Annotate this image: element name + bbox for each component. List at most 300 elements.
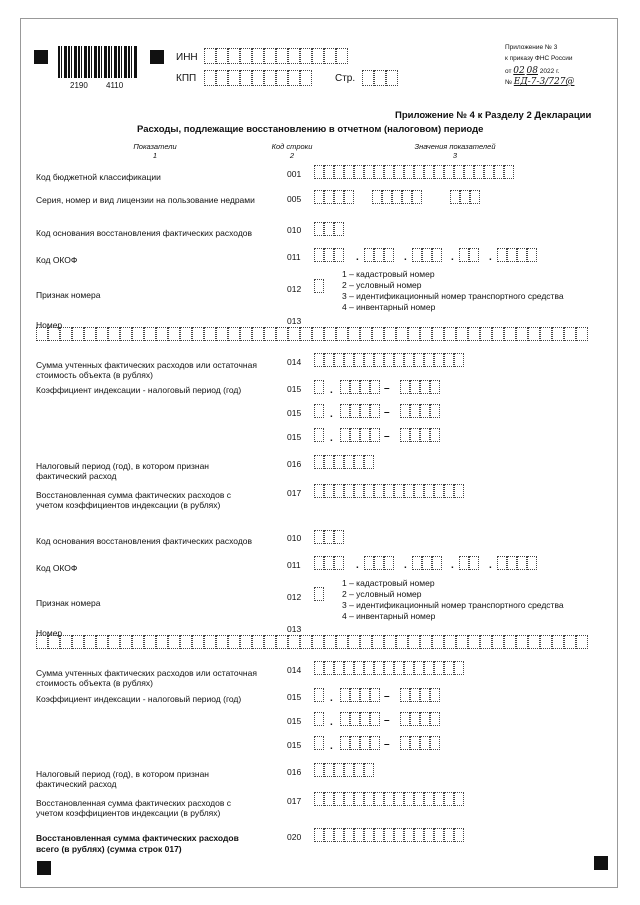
number-cell[interactable]	[276, 327, 288, 341]
okof-cell[interactable]	[497, 248, 507, 262]
coef-year-cell[interactable]	[400, 736, 410, 750]
basis-code-cell[interactable]	[334, 530, 344, 544]
period-year-cell[interactable]	[324, 763, 334, 777]
coef-int-cell[interactable]	[314, 404, 324, 418]
coef-frac-cell[interactable]	[350, 404, 360, 418]
kbk-cell[interactable]	[444, 165, 454, 179]
sum-accounted-cell[interactable]	[374, 353, 384, 367]
sum-accounted-cell[interactable]	[354, 353, 364, 367]
license-cell[interactable]	[392, 190, 402, 204]
coef-year-cell[interactable]	[420, 380, 430, 394]
restored-sum-cell[interactable]	[394, 484, 404, 498]
restored-sum-cell[interactable]	[444, 484, 454, 498]
period-year-cell[interactable]	[354, 763, 364, 777]
restored-sum-cell[interactable]	[344, 484, 354, 498]
total-restored-cell[interactable]	[414, 828, 424, 842]
okof-cell[interactable]	[507, 248, 517, 262]
restored-sum-cell[interactable]	[334, 484, 344, 498]
sum-accounted-cell[interactable]	[394, 661, 404, 675]
number-cell[interactable]	[252, 327, 264, 341]
total-restored-cell[interactable]	[434, 828, 444, 842]
number-cell[interactable]	[36, 635, 48, 649]
period-year-cell[interactable]	[364, 455, 374, 469]
sum-accounted-cell[interactable]	[364, 353, 374, 367]
number-cell[interactable]	[468, 635, 480, 649]
sum-accounted-cell[interactable]	[374, 661, 384, 675]
coef-frac-cell[interactable]	[360, 380, 370, 394]
coef-year-cell[interactable]	[400, 712, 410, 726]
inn-cell[interactable]	[204, 48, 216, 64]
number-cell[interactable]	[528, 635, 540, 649]
okof-cell[interactable]	[374, 248, 384, 262]
restored-sum-cell[interactable]	[434, 792, 444, 806]
license-cell[interactable]	[412, 190, 422, 204]
sum-accounted-cell[interactable]	[344, 353, 354, 367]
sum-accounted-cell[interactable]	[414, 661, 424, 675]
period-year-cell[interactable]	[324, 455, 334, 469]
sum-accounted-cell[interactable]	[364, 661, 374, 675]
sum-accounted-cell[interactable]	[424, 661, 434, 675]
number-cell[interactable]	[84, 327, 96, 341]
inn-cell[interactable]	[240, 48, 252, 64]
sum-accounted-cell[interactable]	[334, 353, 344, 367]
coef-frac-cell[interactable]	[340, 736, 350, 750]
okof-cell[interactable]	[469, 248, 479, 262]
number-cell[interactable]	[564, 635, 576, 649]
number-cell[interactable]	[180, 327, 192, 341]
okof-cell[interactable]	[374, 556, 384, 570]
number-cell[interactable]	[336, 635, 348, 649]
coef-frac-cell[interactable]	[350, 380, 360, 394]
coef-year-cell[interactable]	[430, 404, 440, 418]
restored-sum-cell[interactable]	[384, 484, 394, 498]
kbk-cell[interactable]	[324, 165, 334, 179]
okof-cell[interactable]	[432, 248, 442, 262]
sum-accounted-cell[interactable]	[454, 353, 464, 367]
coef-year-cell[interactable]	[420, 712, 430, 726]
number-cell[interactable]	[540, 635, 552, 649]
number-cell[interactable]	[372, 327, 384, 341]
page-number-cell[interactable]	[374, 70, 386, 86]
sum-accounted-cell[interactable]	[354, 661, 364, 675]
kpp-cell[interactable]	[228, 70, 240, 86]
number-cell[interactable]	[276, 635, 288, 649]
total-restored-cell[interactable]	[374, 828, 384, 842]
restored-sum-cell[interactable]	[354, 484, 364, 498]
coef-frac-cell[interactable]	[370, 688, 380, 702]
okof-cell[interactable]	[459, 248, 469, 262]
number-cell[interactable]	[252, 635, 264, 649]
number-cell[interactable]	[360, 635, 372, 649]
restored-sum-cell[interactable]	[444, 792, 454, 806]
number-cell[interactable]	[468, 327, 480, 341]
coef-int-cell[interactable]	[314, 688, 324, 702]
number-cell[interactable]	[168, 635, 180, 649]
okof-cell[interactable]	[314, 248, 324, 262]
license-cell[interactable]	[314, 190, 324, 204]
restored-sum-cell[interactable]	[384, 792, 394, 806]
restored-sum-cell[interactable]	[394, 792, 404, 806]
number-cell[interactable]	[204, 635, 216, 649]
number-cell[interactable]	[48, 635, 60, 649]
coef-year-cell[interactable]	[410, 688, 420, 702]
total-restored-cell[interactable]	[394, 828, 404, 842]
number-cell[interactable]	[96, 327, 108, 341]
number-cell[interactable]	[540, 327, 552, 341]
number-cell[interactable]	[348, 635, 360, 649]
basis-code-cell[interactable]	[314, 530, 324, 544]
number-cell[interactable]	[528, 327, 540, 341]
number-cell[interactable]	[432, 635, 444, 649]
number-cell[interactable]	[300, 327, 312, 341]
number-cell[interactable]	[552, 635, 564, 649]
number-cell[interactable]	[456, 327, 468, 341]
coef-int-cell[interactable]	[314, 736, 324, 750]
number-cell[interactable]	[360, 327, 372, 341]
number-cell[interactable]	[444, 635, 456, 649]
coef-frac-cell[interactable]	[370, 736, 380, 750]
number-cell[interactable]	[288, 635, 300, 649]
period-year-cell[interactable]	[344, 763, 354, 777]
restored-sum-cell[interactable]	[454, 484, 464, 498]
total-restored-cell[interactable]	[344, 828, 354, 842]
kpp-cell[interactable]	[276, 70, 288, 86]
kbk-cell[interactable]	[334, 165, 344, 179]
page-number-cell[interactable]	[386, 70, 398, 86]
number-cell[interactable]	[492, 327, 504, 341]
okof-cell[interactable]	[422, 556, 432, 570]
okof-cell[interactable]	[432, 556, 442, 570]
number-cell[interactable]	[180, 635, 192, 649]
number-cell[interactable]	[120, 327, 132, 341]
number-cell[interactable]	[372, 635, 384, 649]
number-cell[interactable]	[336, 327, 348, 341]
coef-frac-cell[interactable]	[340, 688, 350, 702]
okof-cell[interactable]	[384, 248, 394, 262]
number-cell[interactable]	[108, 635, 120, 649]
kbk-cell[interactable]	[394, 165, 404, 179]
license-cell[interactable]	[382, 190, 392, 204]
period-year-cell[interactable]	[314, 455, 324, 469]
coef-year-cell[interactable]	[400, 404, 410, 418]
total-restored-cell[interactable]	[324, 828, 334, 842]
sum-accounted-cell[interactable]	[444, 353, 454, 367]
sum-accounted-cell[interactable]	[434, 661, 444, 675]
number-cell[interactable]	[504, 327, 516, 341]
license-cell[interactable]	[460, 190, 470, 204]
sum-accounted-cell[interactable]	[334, 661, 344, 675]
license-cell[interactable]	[402, 190, 412, 204]
kpp-cell[interactable]	[288, 70, 300, 86]
kbk-cell[interactable]	[434, 165, 444, 179]
restored-sum-cell[interactable]	[314, 484, 324, 498]
number-cell[interactable]	[288, 327, 300, 341]
number-cell[interactable]	[72, 327, 84, 341]
kbk-cell[interactable]	[364, 165, 374, 179]
kpp-cell[interactable]	[264, 70, 276, 86]
okof-cell[interactable]	[517, 556, 527, 570]
period-year-cell[interactable]	[354, 455, 364, 469]
inn-cell[interactable]	[336, 48, 348, 64]
number-cell[interactable]	[144, 327, 156, 341]
number-cell[interactable]	[72, 635, 84, 649]
okof-cell[interactable]	[364, 248, 374, 262]
sum-accounted-cell[interactable]	[424, 353, 434, 367]
number-cell[interactable]	[396, 327, 408, 341]
coef-year-cell[interactable]	[400, 380, 410, 394]
coef-year-cell[interactable]	[430, 688, 440, 702]
number-cell[interactable]	[132, 635, 144, 649]
coef-frac-cell[interactable]	[360, 404, 370, 418]
coef-year-cell[interactable]	[410, 712, 420, 726]
coef-frac-cell[interactable]	[360, 428, 370, 442]
number-cell[interactable]	[384, 327, 396, 341]
number-cell[interactable]	[324, 635, 336, 649]
restored-sum-cell[interactable]	[354, 792, 364, 806]
inn-cell[interactable]	[324, 48, 336, 64]
total-restored-cell[interactable]	[384, 828, 394, 842]
coef-year-cell[interactable]	[420, 404, 430, 418]
coef-year-cell[interactable]	[400, 688, 410, 702]
restored-sum-cell[interactable]	[314, 792, 324, 806]
number-cell[interactable]	[264, 635, 276, 649]
license-cell[interactable]	[344, 190, 354, 204]
total-restored-cell[interactable]	[444, 828, 454, 842]
okof-cell[interactable]	[334, 248, 344, 262]
kbk-cell[interactable]	[424, 165, 434, 179]
sum-accounted-cell[interactable]	[414, 353, 424, 367]
number-cell[interactable]	[120, 635, 132, 649]
sum-accounted-cell[interactable]	[314, 661, 324, 675]
number-cell[interactable]	[456, 635, 468, 649]
restored-sum-cell[interactable]	[424, 792, 434, 806]
inn-cell[interactable]	[216, 48, 228, 64]
number-cell[interactable]	[420, 327, 432, 341]
restored-sum-cell[interactable]	[374, 792, 384, 806]
kbk-cell[interactable]	[404, 165, 414, 179]
number-cell[interactable]	[444, 327, 456, 341]
total-restored-cell[interactable]	[424, 828, 434, 842]
restored-sum-cell[interactable]	[454, 792, 464, 806]
coef-int-cell[interactable]	[314, 380, 324, 394]
sum-accounted-cell[interactable]	[384, 353, 394, 367]
inn-cell[interactable]	[288, 48, 300, 64]
coef-frac-cell[interactable]	[370, 380, 380, 394]
coef-frac-cell[interactable]	[340, 380, 350, 394]
number-cell[interactable]	[36, 327, 48, 341]
number-cell[interactable]	[492, 635, 504, 649]
inn-cell[interactable]	[264, 48, 276, 64]
kpp-cell[interactable]	[300, 70, 312, 86]
page-number-cell[interactable]	[362, 70, 374, 86]
sum-accounted-cell[interactable]	[384, 661, 394, 675]
sum-accounted-cell[interactable]	[344, 661, 354, 675]
number-cell[interactable]	[408, 635, 420, 649]
kpp-cell[interactable]	[204, 70, 216, 86]
sum-accounted-cell[interactable]	[324, 353, 334, 367]
coef-year-cell[interactable]	[410, 736, 420, 750]
number-cell[interactable]	[480, 327, 492, 341]
number-cell[interactable]	[228, 635, 240, 649]
restored-sum-cell[interactable]	[334, 792, 344, 806]
license-cell[interactable]	[324, 190, 334, 204]
license-cell[interactable]	[334, 190, 344, 204]
number-type-cell[interactable]	[314, 279, 324, 293]
number-cell[interactable]	[420, 635, 432, 649]
coef-year-cell[interactable]	[430, 380, 440, 394]
total-restored-cell[interactable]	[404, 828, 414, 842]
restored-sum-cell[interactable]	[424, 484, 434, 498]
number-cell[interactable]	[144, 635, 156, 649]
number-cell[interactable]	[504, 635, 516, 649]
total-restored-cell[interactable]	[454, 828, 464, 842]
kbk-cell[interactable]	[374, 165, 384, 179]
number-cell[interactable]	[60, 327, 72, 341]
okof-cell[interactable]	[527, 248, 537, 262]
okof-cell[interactable]	[459, 556, 469, 570]
basis-code-cell[interactable]	[334, 222, 344, 236]
period-year-cell[interactable]	[334, 455, 344, 469]
kbk-cell[interactable]	[464, 165, 474, 179]
number-cell[interactable]	[564, 327, 576, 341]
basis-code-cell[interactable]	[324, 530, 334, 544]
sum-accounted-cell[interactable]	[404, 661, 414, 675]
kbk-cell[interactable]	[384, 165, 394, 179]
coef-year-cell[interactable]	[420, 736, 430, 750]
inn-cell[interactable]	[228, 48, 240, 64]
number-cell[interactable]	[516, 635, 528, 649]
total-restored-cell[interactable]	[314, 828, 324, 842]
restored-sum-cell[interactable]	[364, 484, 374, 498]
okof-cell[interactable]	[469, 556, 479, 570]
sum-accounted-cell[interactable]	[454, 661, 464, 675]
inn-cell[interactable]	[276, 48, 288, 64]
coef-frac-cell[interactable]	[350, 736, 360, 750]
coef-year-cell[interactable]	[430, 736, 440, 750]
number-cell[interactable]	[576, 327, 588, 341]
restored-sum-cell[interactable]	[414, 792, 424, 806]
basis-code-cell[interactable]	[324, 222, 334, 236]
coef-frac-cell[interactable]	[360, 688, 370, 702]
okof-cell[interactable]	[384, 556, 394, 570]
number-cell[interactable]	[516, 327, 528, 341]
restored-sum-cell[interactable]	[404, 792, 414, 806]
okof-cell[interactable]	[412, 556, 422, 570]
restored-sum-cell[interactable]	[324, 792, 334, 806]
coef-frac-cell[interactable]	[340, 428, 350, 442]
sum-accounted-cell[interactable]	[444, 661, 454, 675]
restored-sum-cell[interactable]	[374, 484, 384, 498]
number-cell[interactable]	[264, 327, 276, 341]
number-cell[interactable]	[300, 635, 312, 649]
number-cell[interactable]	[240, 635, 252, 649]
okof-cell[interactable]	[364, 556, 374, 570]
period-year-cell[interactable]	[334, 763, 344, 777]
okof-cell[interactable]	[324, 248, 334, 262]
restored-sum-cell[interactable]	[324, 484, 334, 498]
kbk-cell[interactable]	[494, 165, 504, 179]
number-cell[interactable]	[108, 327, 120, 341]
coef-year-cell[interactable]	[410, 380, 420, 394]
restored-sum-cell[interactable]	[364, 792, 374, 806]
license-cell[interactable]	[372, 190, 382, 204]
restored-sum-cell[interactable]	[414, 484, 424, 498]
number-cell[interactable]	[324, 327, 336, 341]
restored-sum-cell[interactable]	[434, 484, 444, 498]
restored-sum-cell[interactable]	[404, 484, 414, 498]
sum-accounted-cell[interactable]	[394, 353, 404, 367]
coef-frac-cell[interactable]	[340, 404, 350, 418]
number-cell[interactable]	[60, 635, 72, 649]
sum-accounted-cell[interactable]	[314, 353, 324, 367]
kbk-cell[interactable]	[484, 165, 494, 179]
kbk-cell[interactable]	[354, 165, 364, 179]
kbk-cell[interactable]	[344, 165, 354, 179]
number-cell[interactable]	[576, 635, 588, 649]
period-year-cell[interactable]	[364, 763, 374, 777]
okof-cell[interactable]	[527, 556, 537, 570]
coef-frac-cell[interactable]	[370, 428, 380, 442]
number-cell[interactable]	[552, 327, 564, 341]
number-cell[interactable]	[432, 327, 444, 341]
coef-year-cell[interactable]	[410, 428, 420, 442]
coef-year-cell[interactable]	[400, 428, 410, 442]
coef-frac-cell[interactable]	[340, 712, 350, 726]
number-cell[interactable]	[216, 327, 228, 341]
kpp-cell[interactable]	[240, 70, 252, 86]
total-restored-cell[interactable]	[334, 828, 344, 842]
coef-frac-cell[interactable]	[370, 712, 380, 726]
okof-cell[interactable]	[497, 556, 507, 570]
number-cell[interactable]	[192, 635, 204, 649]
number-type-cell[interactable]	[314, 587, 324, 601]
coef-frac-cell[interactable]	[360, 736, 370, 750]
number-cell[interactable]	[228, 327, 240, 341]
license-cell[interactable]	[470, 190, 480, 204]
coef-frac-cell[interactable]	[350, 712, 360, 726]
basis-code-cell[interactable]	[314, 222, 324, 236]
number-cell[interactable]	[204, 327, 216, 341]
coef-year-cell[interactable]	[410, 404, 420, 418]
okof-cell[interactable]	[422, 248, 432, 262]
coef-frac-cell[interactable]	[350, 428, 360, 442]
inn-cell[interactable]	[300, 48, 312, 64]
okof-cell[interactable]	[334, 556, 344, 570]
coef-frac-cell[interactable]	[360, 712, 370, 726]
kbk-cell[interactable]	[414, 165, 424, 179]
okof-cell[interactable]	[324, 556, 334, 570]
number-cell[interactable]	[84, 635, 96, 649]
coef-int-cell[interactable]	[314, 428, 324, 442]
number-cell[interactable]	[192, 327, 204, 341]
number-cell[interactable]	[480, 635, 492, 649]
coef-year-cell[interactable]	[430, 428, 440, 442]
kbk-cell[interactable]	[314, 165, 324, 179]
kbk-cell[interactable]	[504, 165, 514, 179]
sum-accounted-cell[interactable]	[404, 353, 414, 367]
number-cell[interactable]	[348, 327, 360, 341]
number-cell[interactable]	[156, 327, 168, 341]
kpp-cell[interactable]	[216, 70, 228, 86]
inn-cell[interactable]	[312, 48, 324, 64]
number-cell[interactable]	[48, 327, 60, 341]
number-cell[interactable]	[240, 327, 252, 341]
total-restored-cell[interactable]	[364, 828, 374, 842]
number-cell[interactable]	[132, 327, 144, 341]
total-restored-cell[interactable]	[354, 828, 364, 842]
number-cell[interactable]	[96, 635, 108, 649]
kbk-cell[interactable]	[454, 165, 464, 179]
